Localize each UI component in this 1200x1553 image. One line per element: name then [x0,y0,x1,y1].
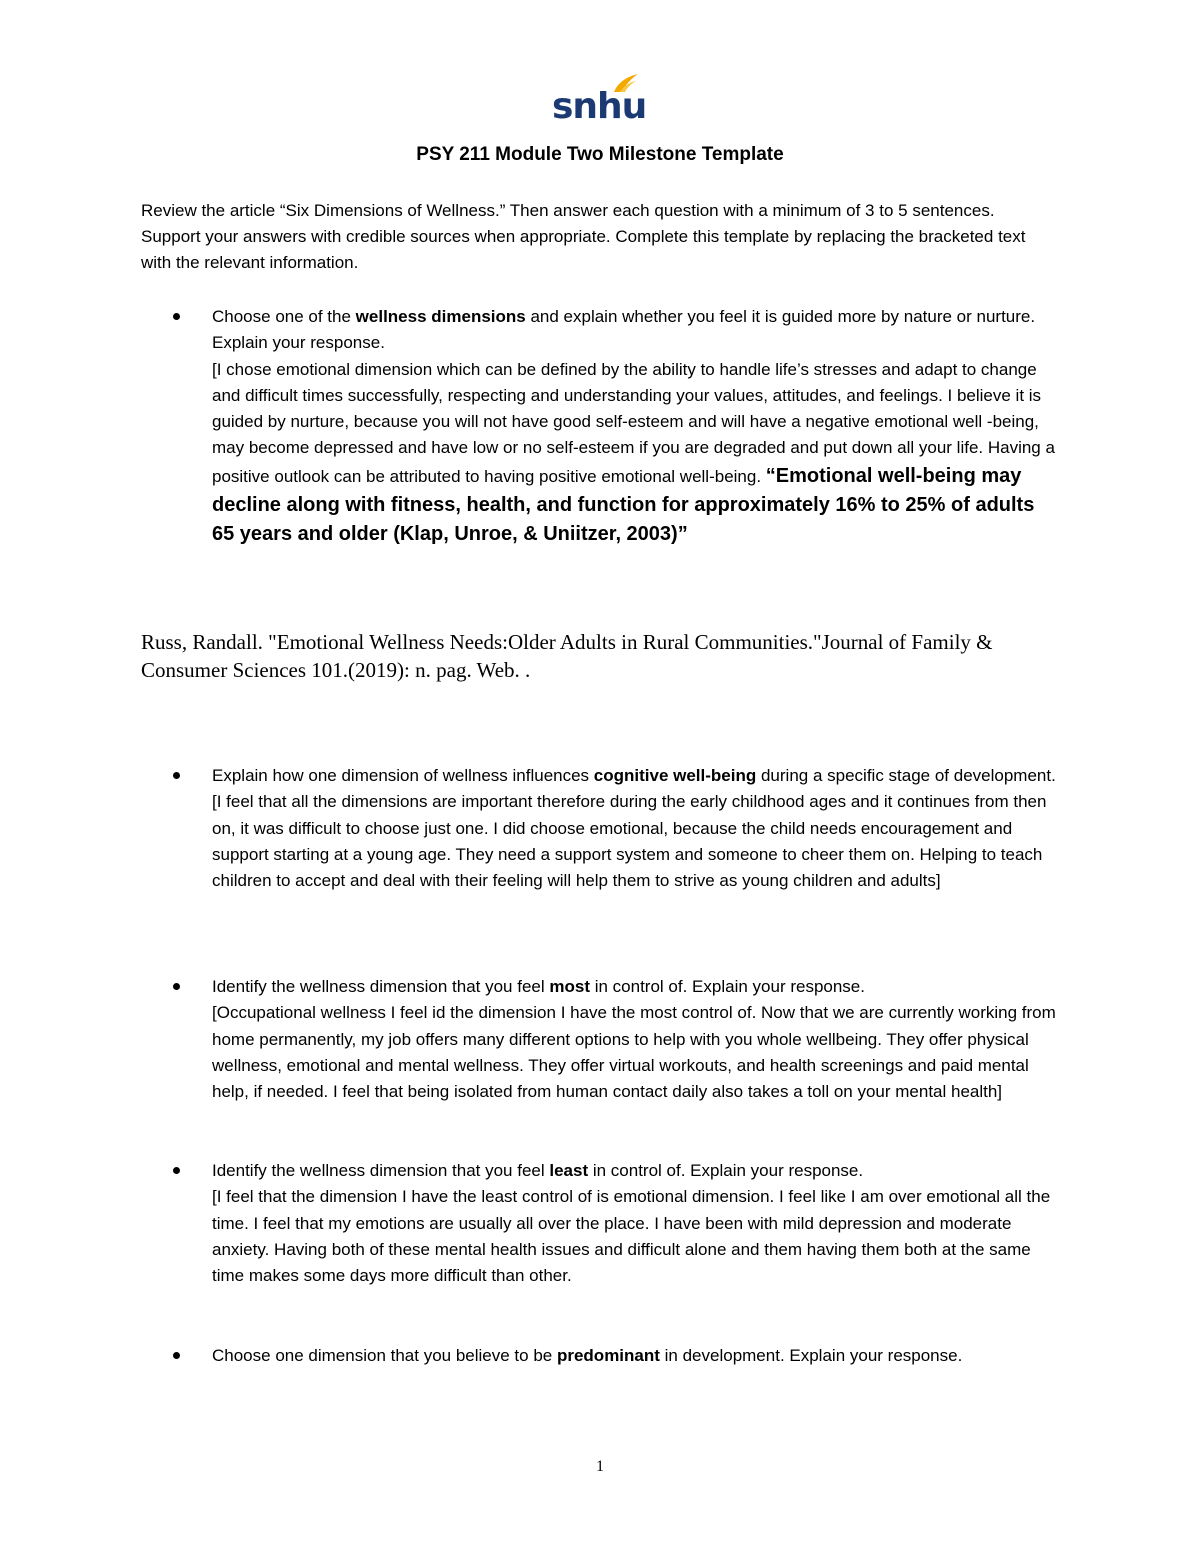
bullet-icon [173,772,180,779]
intro-paragraph: Review the article “Six Dimensions of Wellness.” Then answer each question with a minimum of 3 to 5 sentences. Support your answers with credible sources when appropriate. Complete this template by replacing the bracketed text with the relevant information. [141,201,1026,272]
question-3-answer: [Occupational wellness I feel id the dimension I have the most control of. Now that we are currently working from home permanently, my job offers many different options to help with you whole wellbeing. They offer physical wellness, emotional and mental wellness. They offer virtual workouts, and health screenings and paid mental help, if needed. I feel that being isolated from human contact daily also takes a toll on your mental health] [212,1003,1056,1102]
question-3 [141,974,1061,1105]
page-title: PSY 211 Module Two Milestone Template [416,144,784,165]
bullet-icon [173,1167,180,1174]
question-1-answer: [I chose emotional dimension which can be defined by the ability to handle life’s stresses and adapt to change and difficult times successfully, respecting and understanding your values, attitudes, and feelings. I believe it is guided by nurture, because you will not have good self-esteem and will have a negative emotional well -being, may become depressed and have low or no self-esteem if you are degraded and put down all your life. Having a positive outlook can be attributed to having positive emotional well-being. “Emotional well-being may decline along with fitness, health, and function for approximately 16% to 25% of adults 65 years and older (Klap, Unroe, & Uniitzer, 2003)” [212,359,1055,545]
quote: “Emotional well-being may decline along with fitness, health, and function for approximately 16% to 25% of adults 65 years and older (Klap, Unroe, & Uniitzer, 2003)” [212,464,1035,545]
bullet-icon [173,983,180,990]
question-3-prompt: Identify the wellness dimension that you feel most in control of. Explain your response. [212,977,865,996]
snhu-logo [552,72,647,132]
logo-text: snhu [552,86,647,127]
question-1-prompt: Choose one of the wellness dimensions and explain whether you feel it is guided more by nature or nurture. Explain your response. [212,307,1036,353]
question-2-prompt: Explain how one dimension of wellness influences cognitive well-being during a specific stage of development. [212,766,1056,785]
citation: Russ, Randall. "Emotional Wellness Needs:Older Adults in Rural Communities."Journal of Family & Consumer Sciences 101.(2019): n. pag. Web. . [141,630,993,682]
page-number: 1 [596,1458,604,1475]
question-4-answer: [I feel that the dimension I have the least control of is emotional dimension. I feel like I am over emotional all the time. I feel that my emotions are usually all over the place. I have been with mild depression and moderate anxiety. Having both of these mental health issues and difficult alone and them having them both at the same time makes some days more difficult than other. [212,1187,1051,1286]
bullet-icon [173,313,180,320]
question-4 [141,1158,1061,1289]
bullet-icon [173,1352,180,1359]
question-5-prompt: Choose one dimension that you believe to be predominant in development. Explain your response. [212,1346,963,1365]
question-2 [141,763,1061,894]
question-1 [141,304,1061,549]
question-2-answer: [I feel that all the dimensions are important therefore during the early childhood ages and it continues from then on, it was difficult to choose just one. I did choose emotional, because the child needs encouragement and support starting at a young age. They need a support system and someone to cheer them on. Helping to teach children to accept and deal with their feeling will help them to strive as young children and adults] [212,792,1047,891]
question-5 [141,1343,1061,1369]
question-4-prompt: Identify the wellness dimension that you feel least in control of. Explain your response. [212,1161,864,1180]
